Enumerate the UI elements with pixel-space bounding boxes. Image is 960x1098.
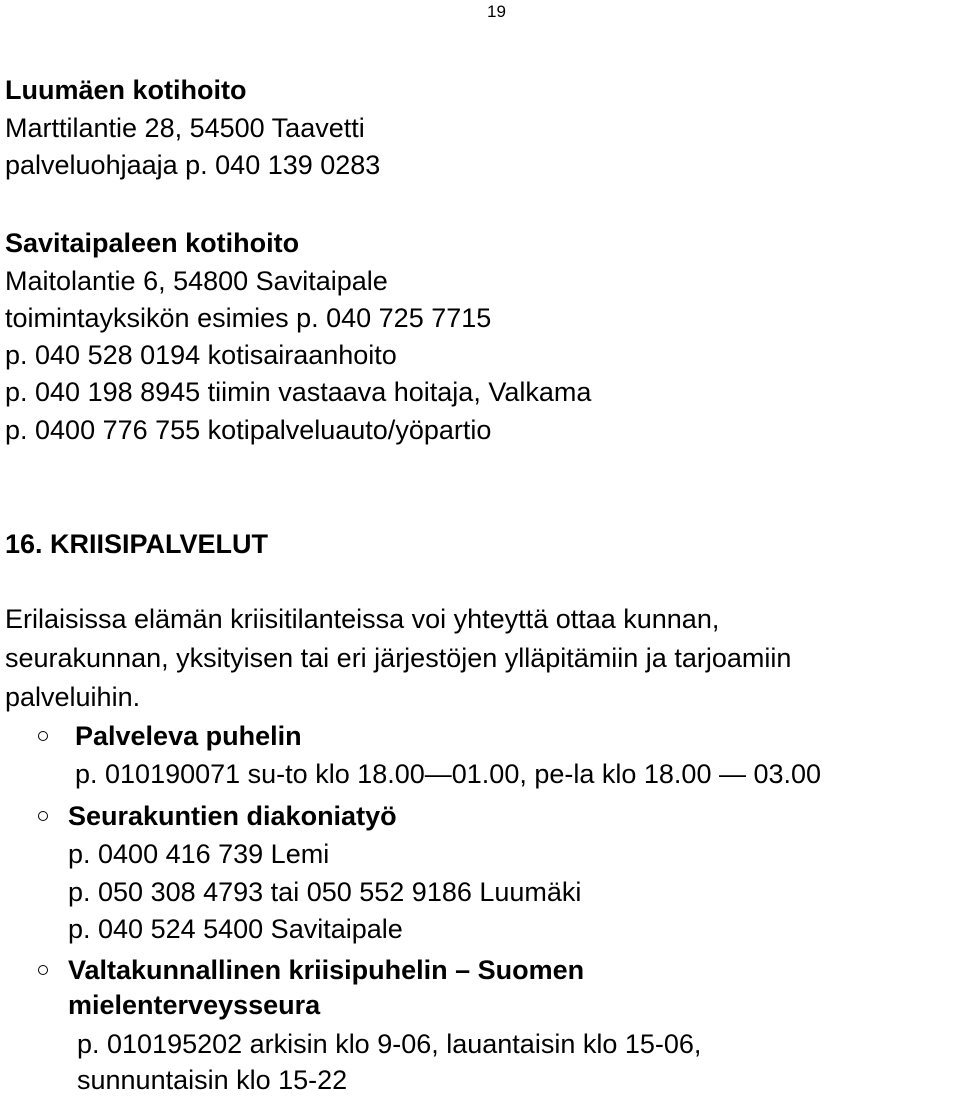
service-detail: p. 010190071 su-to klo 18.00—01.00, pe-la klo 18.00 — 03.00 [75,759,822,789]
intro-line: palveluihin. [5,682,141,712]
savitaipale-line: p. 040 198 8945 tiimin vastaava hoitaja, Valkama [5,377,592,407]
luumaki-contact: palveluohjaaja p. 040 139 0283 [5,150,381,180]
service-detail: p. 0400 416 739 Lemi [68,839,330,869]
savitaipale-line: toimintayksikön esimies p. 040 725 7715 [5,303,492,333]
section-heading: 16. KRIISIPALVELUT [5,529,269,559]
service-detail: sunnuntaisin klo 15-22 [77,1065,348,1095]
service-detail: p. 050 308 4793 tai 050 552 9186 Luumäki [68,877,582,907]
service-detail: p. 010195202 arkisin klo 9-06, lauantaisin klo 15-06, [77,1029,702,1059]
service-title: Seurakuntien diakoniatyö [68,801,397,831]
savitaipale-line: p. 0400 776 755 kotipalveluauto/yöpartio [5,415,492,445]
service-detail: p. 040 524 5400 Savitaipale [68,914,403,944]
luumaki-address: Marttilantie 28, 54500 Taavetti [5,113,365,143]
intro-line: Erilaisissa elämän kriisitilanteissa voi yhteyttä ottaa kunnan, [5,604,720,634]
savitaipale-address: Maitolantie 6, 54800 Savitaipale [5,266,388,296]
service-title: mielenterveysseura [68,990,321,1020]
luumaki-name: Luumäen kotihoito [5,75,247,105]
savitaipale-name: Savitaipaleen kotihoito [5,228,300,258]
service-title: Palveleva puhelin [75,721,302,751]
bullet-icon [38,965,48,975]
intro-line: seurakunnan, yksityisen tai eri järjestöjen ylläpitämiin ja tarjoamiin [5,643,792,673]
service-title: Valtakunnallinen kriisipuhelin – Suomen [68,955,585,985]
bullet-icon [38,811,48,821]
page-number: 19 [487,2,506,21]
bullet-icon [38,731,48,741]
savitaipale-line: p. 040 528 0194 kotisairaanhoito [5,340,397,370]
